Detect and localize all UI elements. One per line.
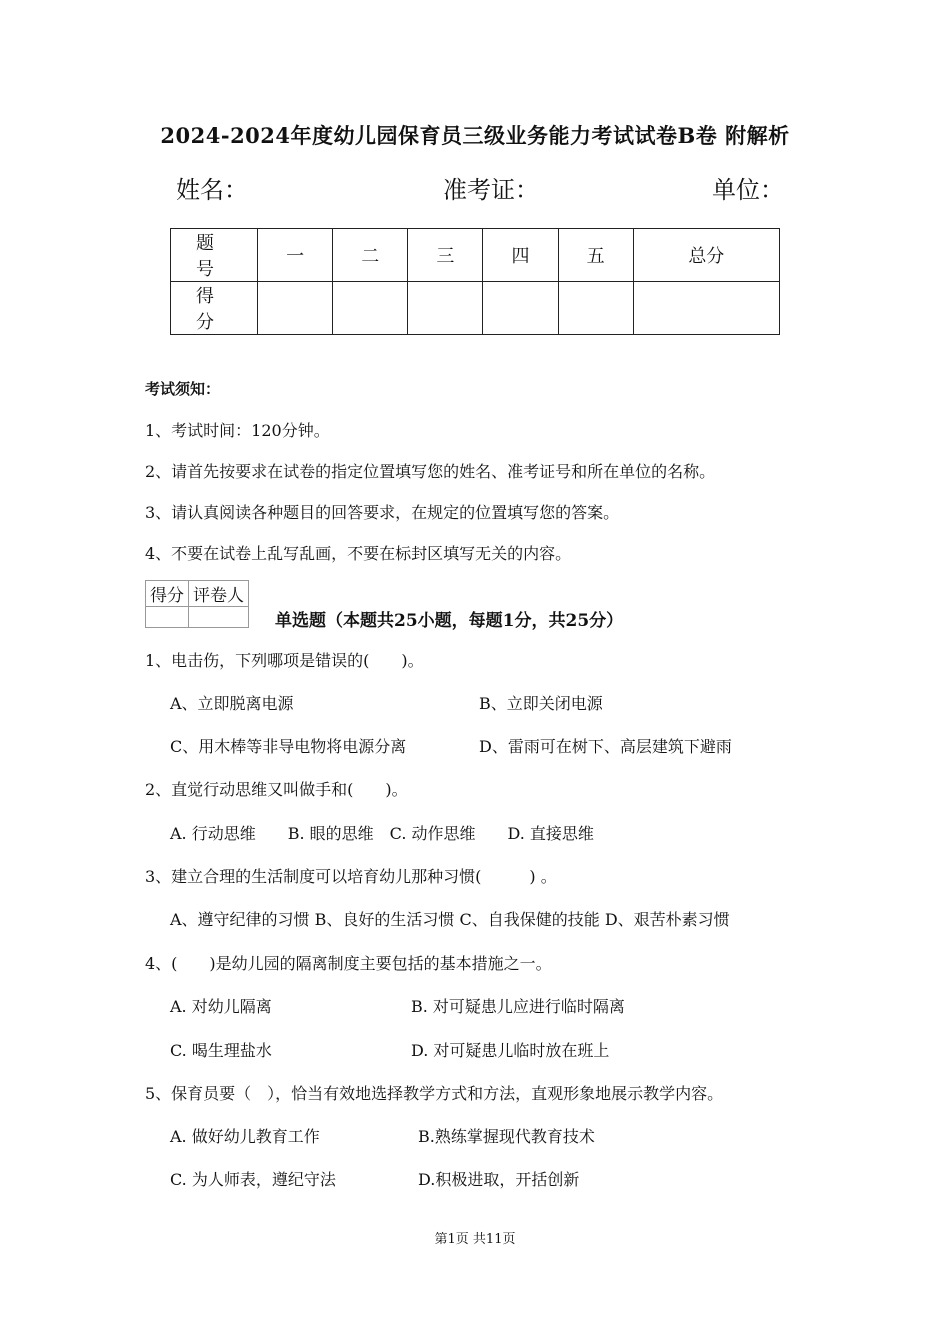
- score-input-cell[interactable]: [558, 282, 633, 335]
- score-input-cell[interactable]: [633, 282, 779, 335]
- question-option: A. 对幼儿隔离: [170, 997, 272, 1016]
- name-label: 姓名：: [176, 176, 248, 204]
- score-cell: 一: [258, 229, 333, 282]
- notice-item: 4、不要在试卷上乱写乱画，不要在标封区填写无关的内容。: [145, 544, 572, 563]
- score-input-cell[interactable]: [483, 282, 558, 335]
- question-option: B.熟练掌握现代教育技术: [418, 1127, 595, 1146]
- question-stem: 1、电击伤，下列哪项是错误的( )。: [145, 651, 424, 670]
- question-option: D.积极进取，开括创新: [418, 1170, 580, 1189]
- score-cell: 三: [408, 229, 483, 282]
- notice-item: 3、请认真阅读各种题目的回答要求，在规定的位置填写您的答案。: [145, 503, 620, 522]
- score-input-cell[interactable]: [333, 282, 408, 335]
- question-option: A. 做好幼儿教育工作: [170, 1127, 320, 1146]
- question-stem: 5、保育员要（ ），恰当有效地选择教学方式和方法，直观形象地展示教学内容。: [145, 1084, 724, 1103]
- question-option: D. 对可疑患儿临时放在班上: [411, 1041, 610, 1060]
- question-option: C. 为人师表，遵纪守法: [170, 1170, 336, 1189]
- unit-label: 单位：: [712, 176, 784, 204]
- grader-name-label: 评卷人: [189, 581, 249, 607]
- question-stem: 3、建立合理的生活制度可以培育幼儿那种习惯( ) 。: [145, 867, 557, 886]
- page-footer: 第1页 共11页: [434, 1232, 516, 1247]
- grader-score-label: 得分: [146, 581, 189, 607]
- question-option: D、雷雨可在树下、高层建筑下避雨: [479, 737, 732, 756]
- exam-number-label: 准考证：: [443, 176, 539, 204]
- score-cell: 二: [333, 229, 408, 282]
- score-table-header-row: [171, 229, 780, 282]
- score-cell: 题 号: [171, 229, 258, 282]
- score-cell: 五: [558, 229, 633, 282]
- score-table-score-row: [171, 282, 780, 335]
- grader-box: [145, 580, 249, 628]
- notice-item: 2、请首先按要求在试卷的指定位置填写您的姓名、准考证号和所在单位的名称。: [145, 462, 716, 481]
- notice-title: 考试须知：: [145, 380, 221, 398]
- grader-score-input[interactable]: [146, 607, 189, 628]
- score-cell: 总分: [633, 229, 779, 282]
- score-cell: 四: [483, 229, 558, 282]
- question-option: C、用木棒等非导电物将电源分离: [170, 737, 407, 756]
- question-options-line: A、遵守纪律的习惯 B、良好的生活习惯 C、自我保健的技能 D、艰苦朴素习惯: [170, 910, 730, 929]
- grader-name-input[interactable]: [189, 607, 249, 628]
- question-option: C. 喝生理盐水: [170, 1041, 272, 1060]
- question-option: B. 对可疑患儿应进行临时隔离: [411, 997, 625, 1016]
- question-option: A、立即脱离电源: [170, 694, 294, 713]
- question-options-line: A. 行动思维 B. 眼的思维 C. 动作思维 D. 直接思维: [170, 824, 594, 843]
- question-option: B、立即关闭电源: [479, 694, 603, 713]
- score-cell: 得 分: [171, 282, 258, 335]
- question-stem: 4、( )是幼儿园的隔离制度主要包括的基本措施之一。: [145, 954, 552, 973]
- exam-title: 2024-2024年度幼儿园保育员三级业务能力考试试卷B卷 附解析: [160, 123, 790, 148]
- score-input-cell[interactable]: [408, 282, 483, 335]
- score-input-cell[interactable]: [258, 282, 333, 335]
- score-table: [170, 228, 780, 335]
- notice-item: 1、考试时间：120分钟。: [145, 421, 330, 440]
- section-title: 单选题（本题共25小题，每题1分，共25分）: [275, 611, 624, 631]
- question-stem: 2、直觉行动思维又叫做手和( )。: [145, 780, 408, 799]
